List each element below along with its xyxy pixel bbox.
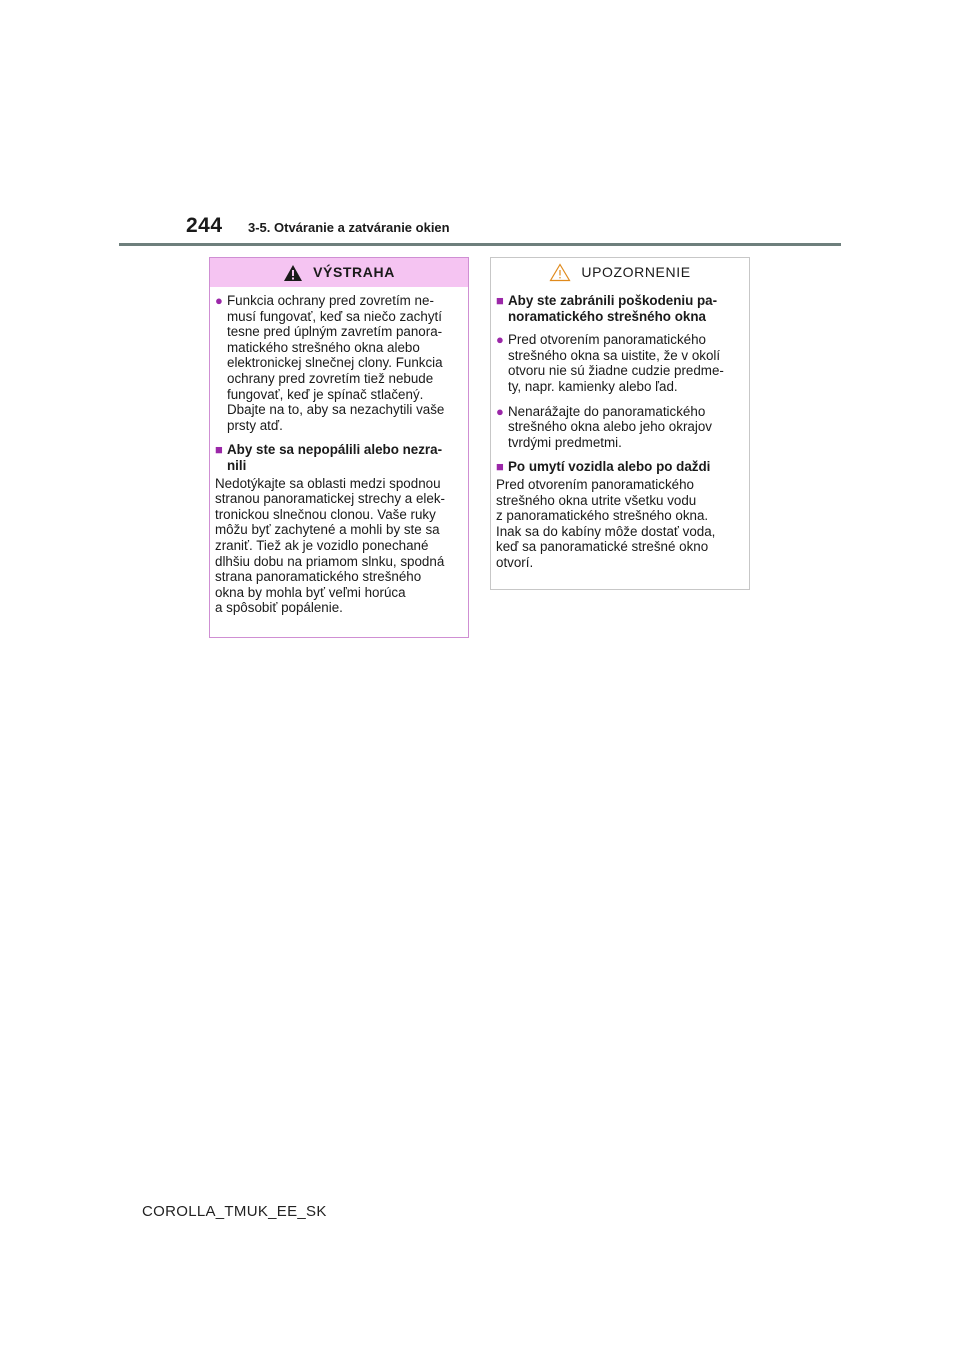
warning-bullet-item <box>215 293 460 433</box>
page-number: 244 <box>186 214 223 237</box>
warning-bullet-text: Funkcia ochrany pred zovretím ne- musí fungovať, keď sa niečo zachytí tesne pred úplným zavretím panora- matického strešného okna alebo elektronickej slnečnej clony. Funkcia ochrany pred zovretím tiež nebude fungovať, keď je spínač stlačený. Dbajte na to, aby sa nezachytili vaše prsty atď. <box>227 293 445 433</box>
square-bullet-icon: ■ <box>496 459 504 475</box>
header-rule <box>119 243 841 246</box>
caution-bullet-text: Pred otvorením panoramatického strešného okna sa uistite, že v okolí otvoru nie sú žiadne cudzie predme- ty, napr. kamienky alebo ľad. <box>508 332 724 394</box>
warning-subheading-text: Aby ste sa nepopálili alebo nezra- nili <box>227 442 443 473</box>
warning-paragraph: Nedotýkajte sa oblasti medzi spodnou stranou panoramatickej strechy a elek- tronickou slnečnou clonou. Vaše ruky môžu byť zachytené a mohli by ste sa zraniť. Tiež ak je vozidlo ponechané dlhšiu dobu na priamom slnku, spodná strana panoramatického strešného okna by mohla byť veľmi horúca a spôsobiť popálenie. <box>215 475 445 616</box>
warning-subheading <box>215 442 460 473</box>
caution-bullet-text: Nenarážajte do panoramatického strešného okna alebo jeho okrajov tvrdými predmetmi. <box>508 403 712 450</box>
caution-paragraph: Pred otvorením panoramatického strešného okna utrite všetku vodu z panoramatického strešného okna. Inak sa do kabíny môže dostať voda, keď sa panoramatické strešné okno otvorí. <box>496 476 716 570</box>
warning-triangle-filled-icon <box>283 264 303 282</box>
circle-bullet-icon: ● <box>215 293 223 308</box>
circle-bullet-icon: ● <box>496 332 504 348</box>
square-bullet-icon: ■ <box>496 293 504 308</box>
caution-subheading-text: Po umytí vozidla alebo po daždi <box>508 459 711 475</box>
caution-bullet-item <box>496 404 741 451</box>
caution-bullet-item <box>496 332 741 394</box>
caution-box-header <box>491 258 749 287</box>
warning-box-header <box>210 258 468 287</box>
circle-bullet-icon: ● <box>496 403 504 419</box>
caution-subheading-text: Aby ste zabránili poškodeniu pa- noramatického strešného okna <box>508 293 718 324</box>
square-bullet-icon: ■ <box>215 442 223 458</box>
footer-doc-code: COROLLA_TMUK_EE_SK <box>142 1203 327 1220</box>
caution-box <box>490 257 750 590</box>
caution-title: UPOZORNENIE <box>581 263 691 280</box>
section-title: 3-5. Otváranie a zatváranie okien <box>248 220 450 235</box>
caution-subheading <box>496 459 741 475</box>
warning-box <box>209 257 469 638</box>
caution-subheading <box>496 293 741 324</box>
caution-triangle-outline-icon <box>549 263 571 282</box>
warning-title: VÝSTRAHA <box>313 263 395 280</box>
